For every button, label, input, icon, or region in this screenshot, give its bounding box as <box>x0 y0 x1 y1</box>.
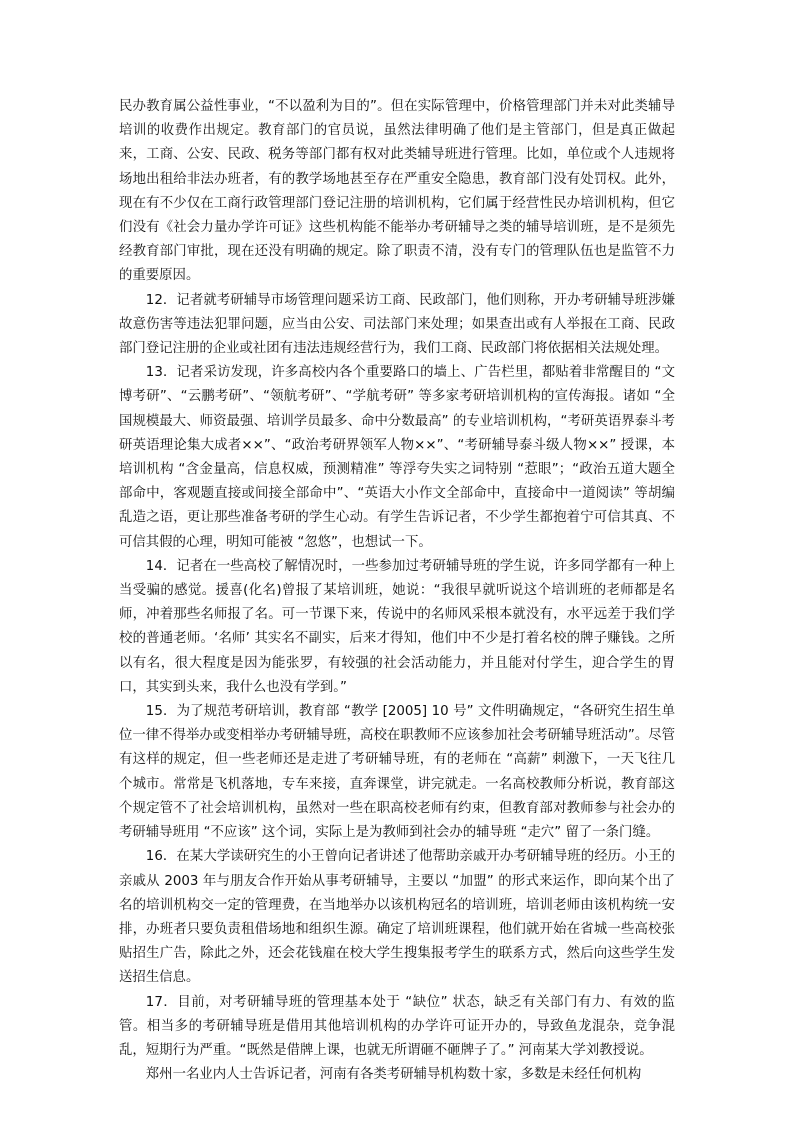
paragraph-12: 12．记者就考研辅导市场管理问题采访工商、民政部门，他们则称，开办考研辅导班涉嫌故意伤害等违法犯罪问题，应当由公安、司法部门来处理；如果查出或有人举报在工商、民政部门登记注册的企业或社团有违法违规经营行为，我们工商、民政部门将依据相关法规处理。 <box>119 292 675 357</box>
paragraph-14: 14．记者在一些高校了解情况时，一些参加过考研辅导班的学生说，许多同学都有一种上当受骗的感觉。援喜(化名)曾报了某培训班，她说：“我很早就听说这个培训班的老师都是名师，冲着那些名师报了名。可一节课下来，传说中的名师风采根本就没有，水平远差于我们学校的普通老师。‘名师’ 其实名不副实，后来才得知，他们中不少是打着名校的牌子赚钱。之所以有名，很大程度是因为能张罗，有较强的社会活动能力，并且能对付学生，迎合学生的胃口，其实到头来，我什么也没有学到。” <box>119 558 675 695</box>
paragraph-15: 15．为了规范考研培训，教育部 “教学 [2005] 10 号” 文件明确规定，“各研究生招生单位一律不得举办或变相举办考研辅导班，高校在职教师不应该参加社会考研辅导班活动”。尽管有这样的规定，但一些老师还是走进了考研辅导班，有的老师在 “高薪” 刺激下，一天飞往几个城市。常常是飞机落地，专车来接，直奔课堂，讲完就走。一名高校教师分析说，教育部这个规定管不了社会培训机构，虽然对一些在职高校老师有约束，但教育部对教师参与社会办的考研辅导班用 “不应该” 这个词，实际上是为教师到社会办的辅导班 “走穴” 留了一条门缝。 <box>119 704 675 841</box>
document-body <box>119 95 675 1087</box>
paragraph-closing: 郑州一名业内人士告诉记者，河南有各类考研辅导机构数十家，多数是未经任何机构 <box>145 1067 642 1083</box>
paragraph-13: 13．记者采访发现，许多高校内各个重要路口的墙上、广告栏里，都贴着非常醒目的 “文博考研”、“云鹏考研”、“领航考研”、“学航考研” 等多家考研培训机构的宣传海报。诸如 “全国规模最大、师资最强、培训学员最多、命中分数最高” 的专业培训机构，“考研英语界泰斗考研英语理论集大成者××”、“政治考研界领军人物××”、“考研辅导泰斗级人物××” 授课，本培训机构 “含金量高，信息权威，预测精准” 等浮夸失实之词特别 “惹眼”；“政治五道大题全部命中，客观题直接或间接全部命中”、“英语大小作文全部命中，直接命中一道阅读” 等胡编乱造之语，更让那些准备考研的学生心动。有学生告诉记者，不少学生都抱着宁可信其真、不可信其假的心理，明知可能被 “忽悠”，也想试一下。 <box>119 365 675 550</box>
paragraph-16: 16．在某大学读研究生的小王曾向记者讲述了他帮助亲戚开办考研辅导班的经历。小王的亲戚从 2003 年与朋友合作开始从事考研辅导，主要以 “加盟” 的形式来运作，即向某个出了名的培训机构交一定的管理费，在当地举办以该机构冠名的培训班，培训老师由该机构统一安排，办班者只要负责租借场地和组织生源。确定了培训班课程，他们就开始在省城一些高校张贴招生广告，除此之外，还会花钱雇在校大学生搜集报考学生的联系方式，然后向这些学生发送招生信息。 <box>119 849 675 986</box>
paragraph-opening: 民办教育属公益性事业，“不以盈利为目的”。但在实际管理中，价格管理部门并未对此类辅导培训的收费作出规定。教育部门的官员说，虽然法律明确了他们是主管部门，但是真正做起来，工商、公安、民政、税务等部门都有权对此类辅导班进行管理。比如，单位或个人违规将场地出租给非法办班者，有的教学场地甚至存在严重安全隐患，教育部门没有处罚权。此外，现在有不少仅在工商行政管理部门登记注册的培训机构，它们属于经营性民办培训机构，但它们没有《社会力量办学许可证》这些机构能不能举办考研辅导之类的辅导培训班，是不是须先经教育部门审批，现在还没有明确的规定。除了职责不清，没有专门的管理队伍也是监管不力的重要原因。 <box>119 99 675 284</box>
paragraph-17: 17．目前，对考研辅导班的管理基本处于 “缺位” 状态，缺乏有关部门有力、有效的监管。相当多的考研辅导班是借用其他培训机构的办学许可证开办的，导致鱼龙混杂，竞争混乱，短期行为严重。“既然是借牌上课，也就无所谓砸不砸牌子了。” 河南某大学刘教授说。 <box>119 994 675 1058</box>
